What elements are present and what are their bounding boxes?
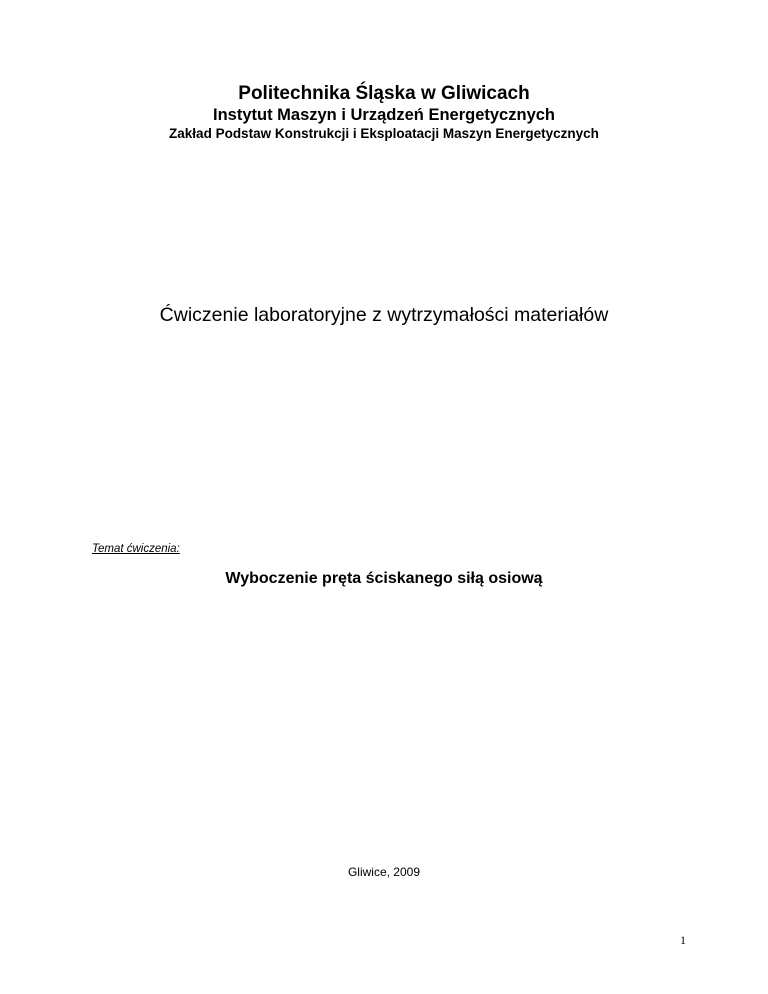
page-number: 1 xyxy=(680,933,686,947)
topic-title: Wyboczenie pręta ściskanego siłą osiową xyxy=(225,570,543,587)
place-date: Gliwice, 2009 xyxy=(347,865,421,879)
institute-name: Instytut Maszyn i Urządzeń Energetycznych xyxy=(213,106,555,124)
university-name: Politechnika Śląska w Gliwicach xyxy=(238,83,530,104)
department-name: Zakład Podstaw Konstrukcji i Eksploatacji Maszyn Energetycznych xyxy=(169,126,599,141)
topic-label: Temat ćwiczenia: xyxy=(92,543,180,555)
course-title: Ćwiczenie laboratoryjne z wytrzymałości materiałów xyxy=(159,304,609,326)
